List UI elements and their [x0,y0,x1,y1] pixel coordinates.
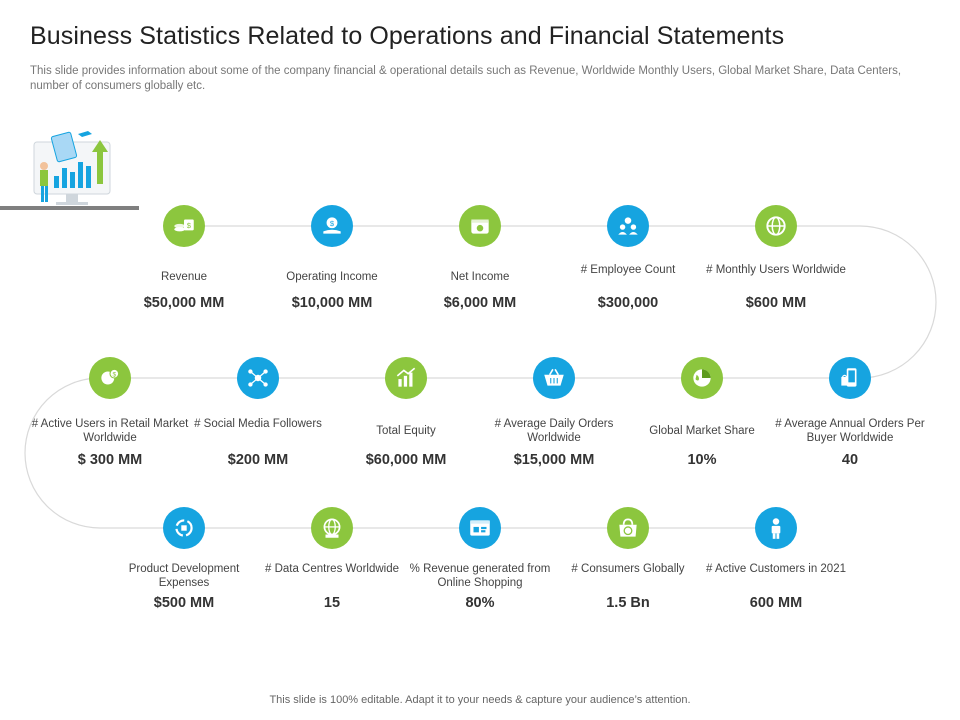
stat-label: Global Market Share [649,425,755,437]
hero-underline [0,206,139,210]
page-subtitle: This slide provides information about some of the company financial & operational details such as Revenue, Worldwide Monthly Users, Global Market Share, Data Centers, number of consumers globally etc. [30,65,902,92]
stat-value: $15,000 MM [513,452,595,468]
stat-value: $600 MM [745,295,807,311]
page-title: Business Statistics Related to Operations and Financial Statements [30,22,785,50]
wallet-icon [459,205,501,247]
stat-label: Operating Income [286,271,378,283]
stat-label: Product Development Expenses [128,563,240,589]
stat-label: # Active Users in Retail Market Worldwide [31,418,189,444]
hero-illustration [28,126,118,213]
footer-note: This slide is 100% editable. Adapt it to your needs & capture your audience’s attention. [269,694,691,706]
stat-label: # Data Centres Worldwide [264,563,399,575]
stat-label: # Average Annual Orders Per Buyer Worldwide [775,418,925,444]
money-stack-icon [163,205,205,247]
chart-growth-icon [385,357,427,399]
stat-value: $6,000 MM [443,295,517,311]
svg-text:$: $ [186,221,191,231]
stat-label: # Average Daily Orders Worldwide [494,418,614,444]
stat-value: $200 MM [227,452,289,468]
stat-value: 1.5 Bn [606,595,650,611]
svg-text:$: $ [112,371,117,379]
stat-label: Net Income [450,271,510,283]
stat-label: # Active Customers in 2021 [706,563,846,575]
globe-icon [755,205,797,247]
online-shop-icon [459,507,501,549]
bag-globe-icon [607,507,649,549]
stat-value: $60,000 MM [365,452,447,468]
data-globe-icon [311,507,353,549]
stat-value: 600 MM [749,595,803,611]
customer-icon [755,507,797,549]
stat-label: % Revenue generated from Online Shopping [409,563,551,589]
stat-value: 40 [841,452,859,468]
dollar-hand-icon [311,205,353,247]
svg-text:$: $ [329,219,335,228]
stat-label: # Social Media Followers [194,418,322,430]
stat-value: $500 MM [153,595,215,611]
stat-value: 10% [687,452,717,468]
user-dollar-icon [89,357,131,399]
stat-value: $50,000 MM [143,295,225,311]
stat-value: 15 [323,595,341,611]
stat-value: $ 300 MM [77,452,143,468]
cycle-icon [163,507,205,549]
stat-label: # Employee Count [580,264,676,276]
stat-label: # Monthly Users Worldwide [706,264,846,276]
network-icon [237,357,279,399]
stat-value: 80% [465,595,495,611]
stat-label: Revenue [160,271,208,283]
stat-value: $10,000 MM [291,295,373,311]
mobile-order-icon [829,357,871,399]
stat-label: Total Equity [376,425,436,437]
stat-value: $300,000 [597,295,659,311]
team-icon [607,205,649,247]
globe-share-icon [681,357,723,399]
stat-label: # Consumers Globally [571,563,685,575]
shopping-basket-icon [533,357,575,399]
